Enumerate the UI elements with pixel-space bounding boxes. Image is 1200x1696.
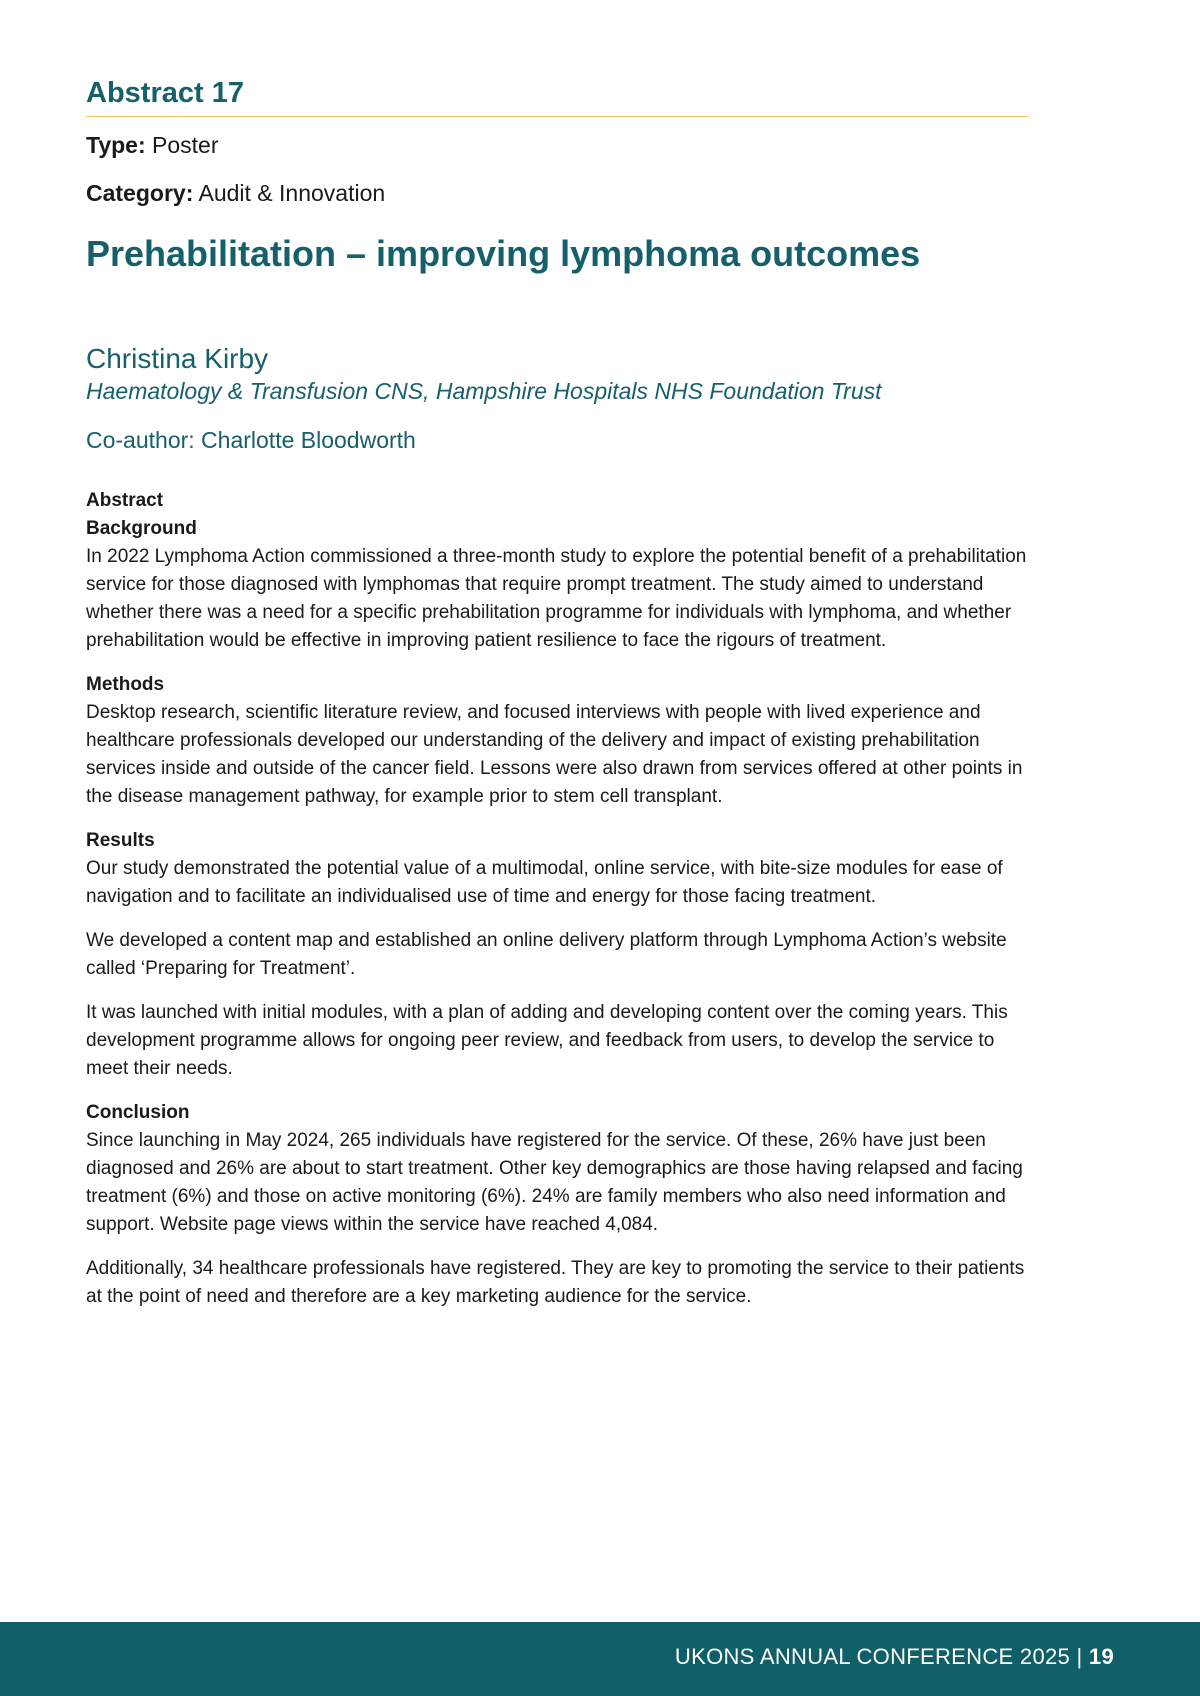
footer-text	[675, 1644, 1114, 1670]
type-label: Type:	[86, 131, 146, 158]
type-line	[86, 132, 1029, 160]
abstract-page	[86, 78, 1029, 1311]
methods-heading: Methods	[86, 673, 165, 695]
page-title: Prehabilitation – improving lymphoma outcomes	[86, 233, 921, 275]
page-number: 19	[1088, 1644, 1114, 1669]
results-text-3: It was launched with initial modules, with a plan of adding and developing content over the coming years. This development programme allows for ongoing peer review, and feedback from users, to develop the service to meet their needs.	[86, 1001, 1008, 1079]
category-line	[86, 180, 1029, 208]
abstract-body	[86, 487, 1029, 1311]
abstract-number: Abstract 17	[86, 78, 1029, 117]
background-text: In 2022 Lymphoma Action commissioned a three-month study to explore the potential benefit of a prehabilitation service for those diagnosed with lymphomas that require prompt treatment. The study aimed to understand whether there was a need for a specific prehabilitation programme for individuals with lymphoma, and whether prehabilitation would be effective in improving patient resilience to face the rigours of treatment.	[86, 545, 1027, 651]
results-text-1: Our study demonstrated the potential value of a multimodal, online service, with bite-size modules for ease of navigation and to facilitate an individualised use of time and energy for those facing treatment.	[86, 857, 1003, 907]
author-name: Christina Kirby	[86, 343, 269, 375]
conclusion-text-1: Since launching in May 2024, 265 individuals have registered for the service. Of these, 26% have just been diagnosed and 26% are about to start treatment. Other key demographics are those having relapsed and facing treatment (6%) and those on active monitoring (6%). 24% are family members who also need information and support. Website page views within the service have reached 4,084.	[86, 1129, 1023, 1235]
results-text-2: We developed a content map and established an online delivery platform through Lymphoma Action’s website called ‘Preparing for Treatment’.	[86, 929, 1007, 979]
footer-separator: |	[1076, 1644, 1083, 1669]
author-affiliation: Haematology & Transfusion CNS, Hampshire Hospitals NHS Foundation Trust	[86, 378, 882, 405]
conclusion-heading: Conclusion	[86, 1101, 190, 1123]
category-label: Category:	[86, 180, 194, 207]
results-heading: Results	[86, 829, 155, 851]
type-value: Poster	[152, 131, 219, 158]
background-heading: Background	[86, 517, 197, 539]
coauthor: Co-author: Charlotte Bloodworth	[86, 427, 416, 454]
footer-conference: UKONS ANNUAL CONFERENCE 2025	[674, 1644, 1071, 1669]
conclusion-text-2: Additionally, 34 healthcare professionals have registered. They are key to promoting the service to their patients at the point of need and therefore are a key marketing audience for the service.	[86, 1257, 1025, 1307]
abstract-heading: Abstract	[86, 489, 164, 511]
category-value: Audit & Innovation	[198, 180, 386, 207]
page-footer	[0, 1622, 1200, 1696]
methods-text: Desktop research, scientific literature review, and focused interviews with people with lived experience and healthcare professionals developed our understanding of the delivery and impact of existing prehabilitation services inside and outside of the cancer field. Lessons were also drawn from services offered at other points in the disease management pathway, for example prior to stem cell transplant.	[86, 701, 1023, 807]
